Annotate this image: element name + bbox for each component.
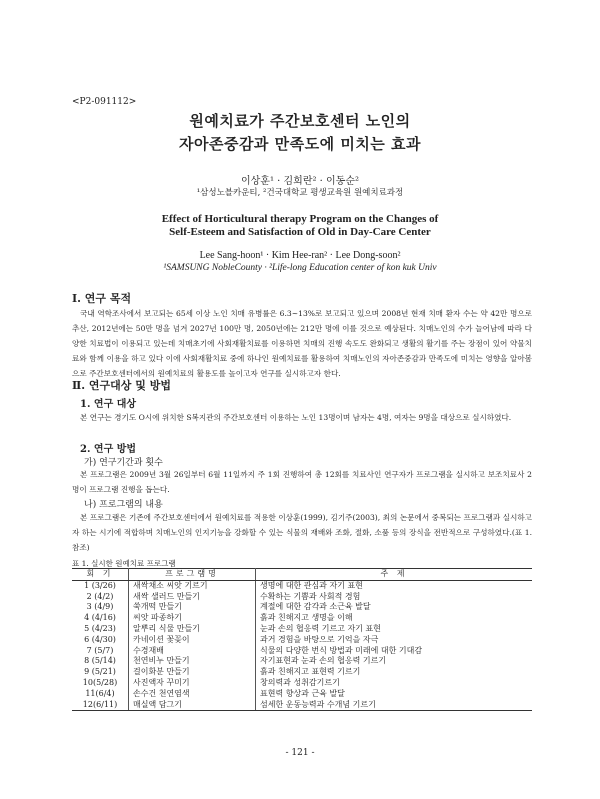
topic-cell: 눈과 손의 협응력 기르고 자기 표현 bbox=[256, 624, 533, 635]
table-row bbox=[72, 624, 532, 635]
topic-cell: 자기표현과 눈과 손의 협응력 기르기 bbox=[256, 656, 533, 667]
session-cell: 10(5/28) bbox=[72, 678, 129, 689]
topic-cell: 과거 경험을 바탕으로 기억을 자극 bbox=[256, 635, 533, 646]
program-cell: 새싹 샐러드 만들기 bbox=[129, 592, 256, 603]
session-cell: 5 (4/23) bbox=[72, 624, 129, 635]
table-caption: 표 1. 실시한 원예치료 프로그램 bbox=[72, 559, 176, 568]
table-row bbox=[72, 613, 532, 624]
table-row bbox=[72, 580, 532, 591]
table-row bbox=[72, 689, 532, 700]
session-cell: 3 (4/9) bbox=[72, 602, 129, 613]
method-b-text: 본 프로그램은 기존에 주간보호센터에서 원예치료를 적용한 이상훈(1999), 김기주(2003), 최의 논문에서 중복되는 프로그램과 실시하고자 하는 시기에 적합하며 치매노인의 인지기능을 강화할 수 있는 식물의 재배와 조화, 절화, 소품 등의 장식을 전반적으로 구성하였다.(표 1. 참조) bbox=[72, 513, 532, 552]
table-row bbox=[72, 667, 532, 678]
authors-ko: 이상훈¹ · 김희란² · 이동순² bbox=[240, 176, 360, 187]
header-program: 프로그램명 bbox=[129, 569, 256, 581]
topic-cell: 흙과 친해지고 표현력 기르기 bbox=[256, 667, 533, 678]
header-session: 회 기 bbox=[72, 569, 129, 581]
subsection1-text: 본 연구는 경기도 O시에 위치한 S복지관의 주간보호센터 이용하는 노인 13명이며 남자는 4명, 여자는 9명을 대상으로 실시하였다. bbox=[80, 413, 512, 422]
topic-cell: 계절에 대한 감각과 소근육 발달 bbox=[256, 602, 533, 613]
table-header-row bbox=[72, 569, 532, 581]
program-cell: 알뿌리 식물 만들기 bbox=[129, 624, 256, 635]
table-row bbox=[72, 592, 532, 603]
title-en-line1: Effect of Horticultural therapy Program on the Changes of bbox=[161, 213, 439, 225]
method-a-heading: 가) 연구기간과 횟수 bbox=[84, 458, 163, 468]
affiliation-en: ¹SAMSUNG NobleCounty · ²Life-long Education center of kon kuk Univ bbox=[163, 263, 437, 273]
section2-heading: Ⅱ. 연구대상 및 방법 bbox=[72, 379, 171, 392]
program-cell: 새싹채소 씨앗 기르기 bbox=[129, 580, 256, 591]
program-table bbox=[72, 568, 532, 711]
table-row bbox=[72, 656, 532, 667]
topic-cell: 생명에 대한 관심과 자기 표현 bbox=[256, 580, 533, 591]
topic-cell: 창의력과 성취감기르기 bbox=[256, 678, 533, 689]
program-cell: 손수건 천연염색 bbox=[129, 689, 256, 700]
title-ko-line2: 자아존중감과 만족도에 미치는 효과 bbox=[178, 135, 422, 153]
title-en-line2: Self-Esteem and Satisfaction of Old in Day-Care Center bbox=[169, 226, 431, 238]
topic-cell: 표현력 향상과 근육 발달 bbox=[256, 689, 533, 700]
section1-text: 국내 역학조사에서 보고되는 65세 이상 노인 치매 유병률은 6.3~13%로 보고되고 있으며 2008년 현재 치매 환자 수는 약 42만 명으로 추산, 2012년에는 50만 명을 넘겨 2027년 100만 명, 2050년에는 212만 명에 이를 것으로 예상된다. 치매노인의 수가 늘어남에 따라 다양한 치료법이 이용되고 있는데 치매초기에 사회재활치료를 이용하면 치매의 진행 속도도 완화되고 생활의 활기를 주는 장점이 있어 약물치료와 함께 이용을 하고 있다 이에 사회재활치료 중에 하나인 원예치료를 활용하여 치매노인의 자아존중감과 만족도에 미치는 영향을 알아봄으로 주간보호센터에서의 원예치료의 활용도를 높이고자 연구를 실시하고자 한다. bbox=[72, 309, 532, 378]
topic-cell: 식물의 다양한 번식 방법과 미래에 대한 기대감 bbox=[256, 646, 533, 657]
subsection2-heading: 2. 연구 방법 bbox=[80, 444, 137, 455]
session-cell: 12(6/11) bbox=[72, 700, 129, 711]
method-b-heading: 나) 프로그램의 내용 bbox=[84, 500, 163, 510]
topic-cell: 섬세한 운동능력과 수개념 기르기 bbox=[256, 700, 533, 711]
program-cell: 사진액자 꾸미기 bbox=[129, 678, 256, 689]
table-row bbox=[72, 646, 532, 657]
affiliation-ko: ¹삼성노블카운티, ²건국대학교 평생교육원 원예치료과정 bbox=[196, 188, 404, 198]
program-cell: 천연비누 만들기 bbox=[129, 656, 256, 667]
table-row bbox=[72, 678, 532, 689]
section1-heading: Ⅰ. 연구 목적 bbox=[72, 292, 132, 305]
topic-cell: 흙과 친해지고 생명을 이해 bbox=[256, 613, 533, 624]
session-cell: 4 (4/16) bbox=[72, 613, 129, 624]
session-cell: 7 (5/7) bbox=[72, 646, 129, 657]
program-cell: 매실액 담그기 bbox=[129, 700, 256, 711]
subsection1-heading: 1. 연구 대상 bbox=[80, 399, 137, 410]
title-ko-line1: 원예치료가 주간보호센터 노인의 bbox=[189, 112, 411, 130]
session-cell: 8 (5/14) bbox=[72, 656, 129, 667]
table-row bbox=[72, 700, 532, 711]
paper-code: <P2-091112> bbox=[72, 97, 137, 107]
program-cell: 쑥개떡 만들기 bbox=[129, 602, 256, 613]
authors-en: Lee Sang-hoon¹ · Kim Hee-ran² · Lee Dong-soon² bbox=[199, 250, 401, 261]
session-cell: 1 (3/26) bbox=[72, 580, 129, 591]
program-cell: 씨앗 파종하기 bbox=[129, 613, 256, 624]
session-cell: 11(6/4) bbox=[72, 689, 129, 700]
session-cell: 9 (5/21) bbox=[72, 667, 129, 678]
page-number: - 121 - bbox=[285, 748, 315, 758]
program-cell: 수경재배 bbox=[129, 646, 256, 657]
program-cell: 걸이화분 만들기 bbox=[129, 667, 256, 678]
session-cell: 6 (4/30) bbox=[72, 635, 129, 646]
session-cell: 2 (4/2) bbox=[72, 592, 129, 603]
table-row bbox=[72, 635, 532, 646]
table-row bbox=[72, 602, 532, 613]
topic-cell: 수확하는 기쁨과 사회적 경험 bbox=[256, 592, 533, 603]
header-topic: 주 제 bbox=[256, 569, 533, 581]
program-cell: 카네이션 꽃꽂이 bbox=[129, 635, 256, 646]
method-a-text: 본 프로그램은 2009년 3월 26일부터 6월 11일까지 주 1회 진행하여 총 12회를 치료사인 연구자가 프로그램을 실시하고 보조치료사 2명이 프로그램 진행을 돕는다. bbox=[72, 470, 532, 494]
